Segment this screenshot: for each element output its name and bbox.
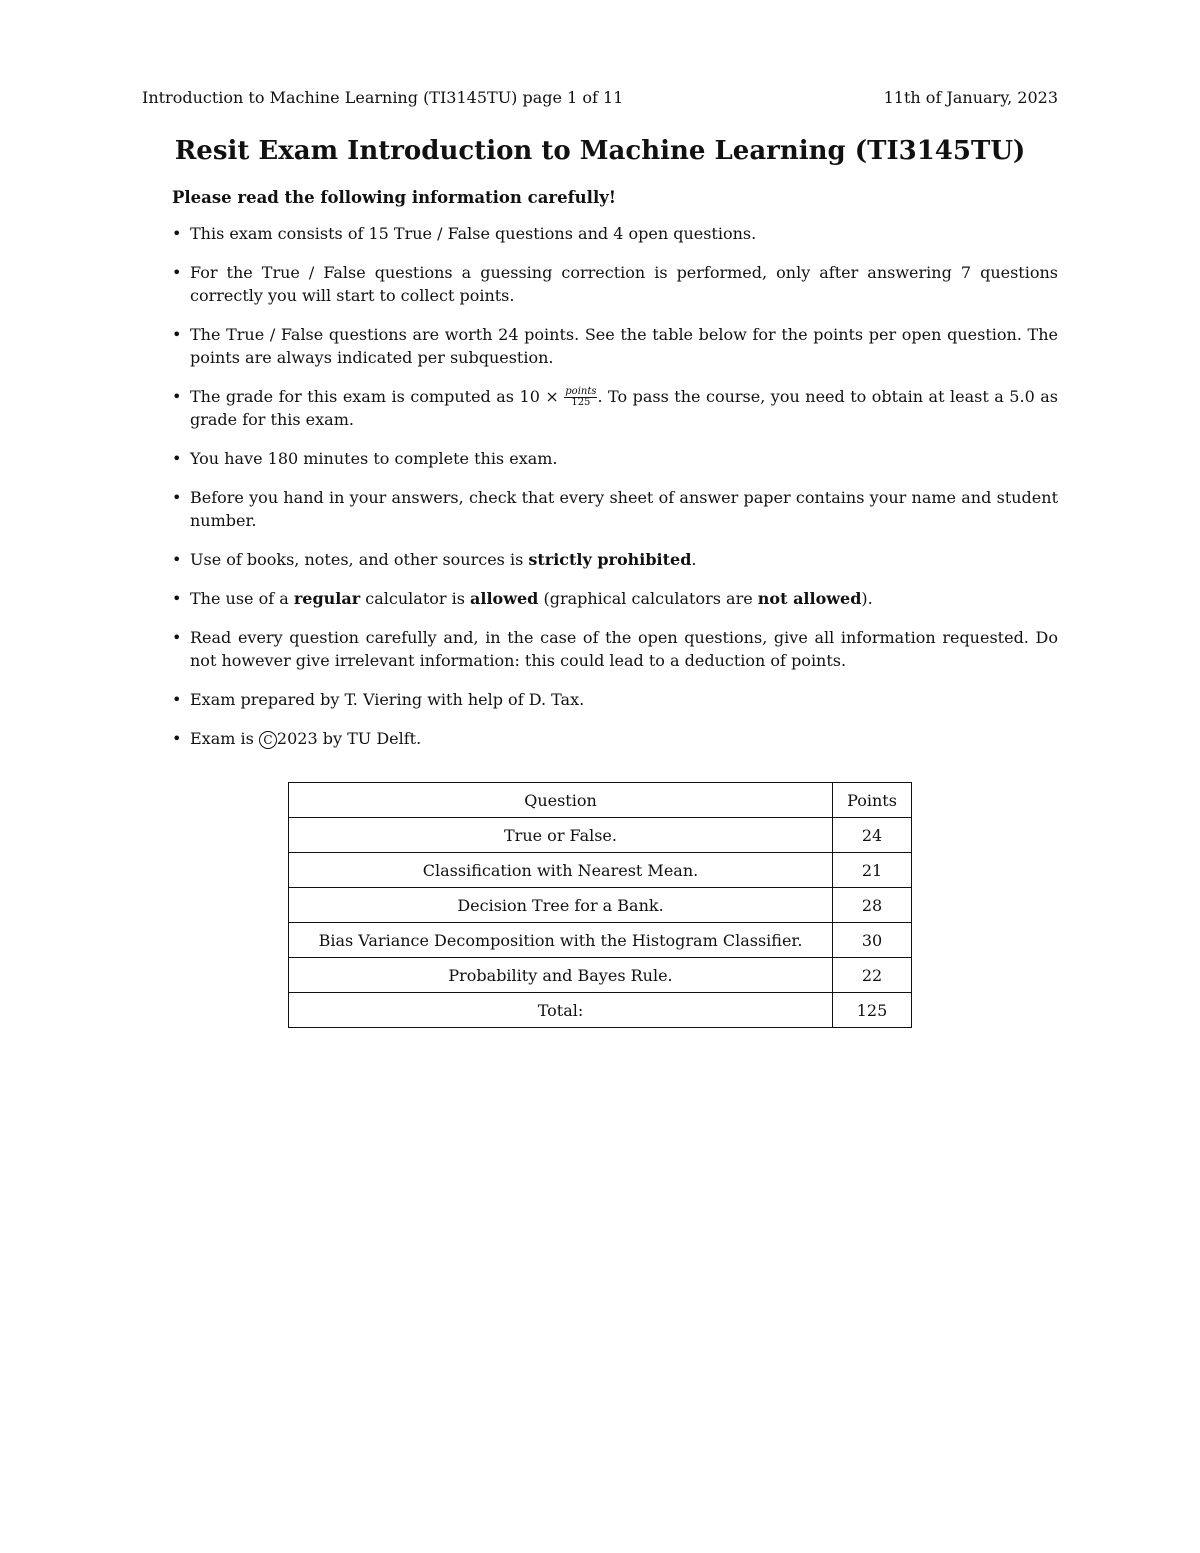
instruction-item bbox=[172, 626, 1058, 672]
instruction-text: ). bbox=[861, 589, 873, 608]
copyright-icon: C bbox=[259, 731, 277, 749]
running-header-date: 11th of January, 2023 bbox=[883, 88, 1058, 107]
instruction-item bbox=[172, 486, 1058, 532]
instruction-text: This exam consists of 15 True / False questions and 4 open questions. bbox=[190, 224, 757, 243]
table-row bbox=[289, 818, 912, 853]
emphasized-text: regular bbox=[293, 589, 361, 608]
table-row bbox=[289, 923, 912, 958]
instruction-text: You have 180 minutes to complete this exam. bbox=[190, 449, 558, 468]
points-cell: 28 bbox=[833, 888, 912, 923]
question-cell: Probability and Bayes Rule. bbox=[289, 958, 833, 993]
instruction-item bbox=[172, 548, 1058, 571]
instruction-item bbox=[172, 587, 1058, 610]
intro-heading: Please read the following information carefully! bbox=[172, 188, 617, 207]
instruction-text: (graphical calculators are bbox=[538, 589, 758, 608]
points-cell: 24 bbox=[833, 818, 912, 853]
table-row bbox=[289, 888, 912, 923]
running-header-left: Introduction to Machine Learning (TI3145TU) page 1 of 11 bbox=[142, 88, 624, 107]
table-row bbox=[289, 853, 912, 888]
grade-fraction bbox=[564, 387, 597, 408]
exam-title: Resit Exam Introduction to Machine Learning (TI3145TU) bbox=[174, 136, 1026, 166]
instruction-item bbox=[172, 222, 1058, 245]
instruction-text: The use of a bbox=[190, 589, 294, 608]
instruction-text: The True / False questions are worth 24 points. See the table below for the points per open question. The points are always indicated per subquestion. bbox=[190, 325, 1058, 367]
question-cell: Classification with Nearest Mean. bbox=[289, 853, 833, 888]
instruction-item bbox=[172, 447, 1058, 470]
instruction-item bbox=[172, 261, 1058, 307]
points-cell: 22 bbox=[833, 958, 912, 993]
fraction-numerator: points bbox=[565, 386, 597, 397]
instruction-text: Exam is bbox=[190, 729, 259, 748]
emphasized-text: allowed bbox=[470, 589, 539, 608]
points-cell: 30 bbox=[833, 923, 912, 958]
instruction-text: . bbox=[691, 550, 697, 569]
instruction-text: Exam prepared by T. Viering with help of D. Tax. bbox=[190, 690, 585, 709]
points-table bbox=[288, 782, 912, 1028]
instruction-text: Before you hand in your answers, check that every sheet of answer paper contains your name and student number. bbox=[190, 488, 1058, 530]
points-cell: 21 bbox=[833, 853, 912, 888]
instruction-text: For the True / False questions a guessing correction is performed, only after answering 7 questions correctly you will start to collect points. bbox=[190, 263, 1058, 305]
table-header-row bbox=[289, 783, 912, 818]
instruction-text: Read every question carefully and, in the case of the open questions, give all information requested. Do not however give irrelevant information: this could lead to a deduction of points. bbox=[190, 628, 1058, 670]
instruction-text: . To pass the course, you need to obtain at least a 5.0 as grade for this exam. bbox=[190, 387, 1058, 429]
points-cell: 125 bbox=[833, 993, 912, 1028]
instruction-text: 2023 by TU Delft. bbox=[276, 729, 422, 748]
fraction-denominator: 125 bbox=[571, 397, 591, 408]
question-cell: Bias Variance Decomposition with the Histogram Classifier. bbox=[289, 923, 833, 958]
column-header-question: Question bbox=[289, 783, 833, 818]
emphasized-text: strictly prohibited bbox=[528, 550, 692, 569]
question-cell: True or False. bbox=[289, 818, 833, 853]
instruction-item bbox=[172, 688, 1058, 711]
table-row bbox=[289, 958, 912, 993]
instruction-item bbox=[172, 385, 1058, 431]
column-header-points: Points bbox=[833, 783, 912, 818]
instruction-text: The grade for this exam is computed as 10 × bbox=[190, 387, 565, 406]
table-total-row bbox=[289, 993, 912, 1028]
emphasized-text: not allowed bbox=[757, 589, 862, 608]
question-cell: Decision Tree for a Bank. bbox=[289, 888, 833, 923]
instruction-item bbox=[172, 323, 1058, 369]
instruction-item bbox=[172, 727, 1058, 750]
instruction-list bbox=[172, 222, 1058, 766]
question-cell: Total: bbox=[289, 993, 833, 1028]
instruction-text: Use of books, notes, and other sources is bbox=[190, 550, 529, 569]
instruction-text: calculator is bbox=[360, 589, 471, 608]
